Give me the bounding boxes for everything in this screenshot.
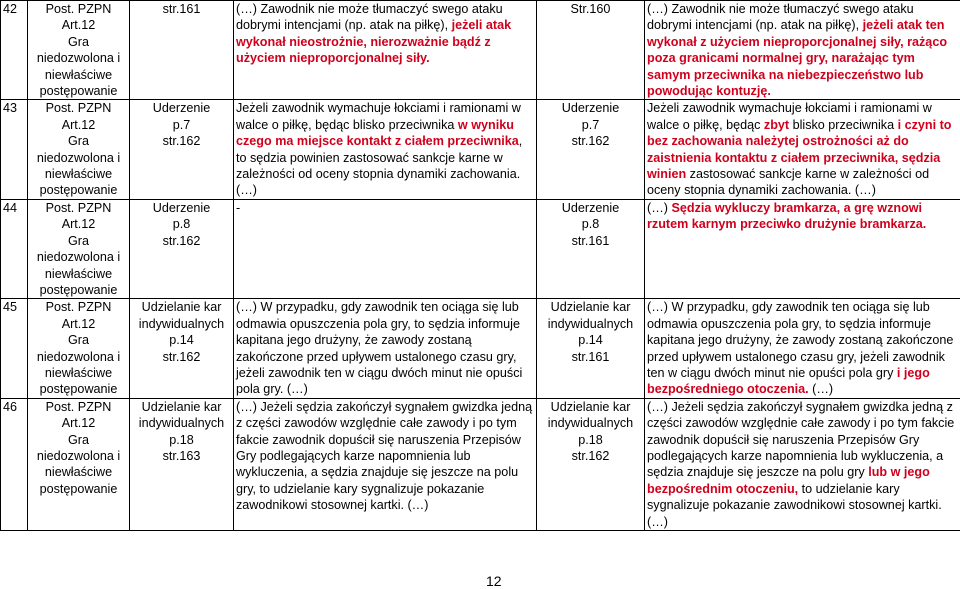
rule-reference-line: Art.12	[61, 416, 96, 431]
new-text-segment: to udzielanie kary sygnalizuje pokazanie zawodnikowi stosownej kartki. (…)	[647, 481, 942, 529]
old-text	[234, 100, 537, 199]
rule-reference-line: Art.12	[61, 217, 96, 232]
new-reference	[537, 100, 645, 199]
row-number-text: 45	[3, 300, 18, 315]
old-text-segment: (…) Zawodnik nie może tłumaczyć swego ataku dobrymi intencjami (np. atak na piłkę),	[236, 2, 503, 33]
new-reference-line: p.7	[581, 117, 600, 132]
rule-reference-line: Gra	[68, 333, 89, 348]
new-reference-line: p.8	[581, 217, 600, 232]
rule-reference-line: niedozwolona i	[36, 349, 121, 364]
old-reference-line: p.18	[169, 432, 194, 447]
row-number-text: 44	[3, 200, 18, 215]
row-number	[1, 100, 28, 199]
rule-reference-line: Post. PZPN	[45, 2, 112, 16]
rule-reference-line: postępowanie	[39, 282, 118, 297]
rule-reference-line: niedozwolona i	[36, 51, 121, 66]
rule-reference-line: niewłaściwe	[44, 465, 113, 480]
old-reference-line: Uderzenie	[152, 200, 211, 215]
new-reference-line: str.162	[571, 134, 610, 149]
old-text-segment: jeżeli atak wykonał nieostrożnie, nierozważnie bądź z użyciem nieproporcjonalnej siły.	[236, 18, 512, 66]
rule-reference-line: niewłaściwe	[44, 167, 113, 182]
old-text-segment: Jeżeli zawodnik wymachuje łokciami i ramionami w walce o piłkę, będąc blisko przeciwnika	[236, 101, 521, 132]
new-text-segment: Sędzia wykluczy bramkarza, a grę wznowi rzutem karnym przeciwko drużynie bramkarza.	[647, 200, 927, 232]
new-reference-line: Uderzenie	[561, 101, 620, 116]
new-text	[645, 199, 960, 298]
rule-reference-line: Post. PZPN	[45, 200, 112, 215]
new-text	[645, 100, 960, 199]
rule-reference-line: niedozwolona i	[36, 150, 121, 165]
old-reference-line: str.162	[162, 233, 201, 248]
new-reference-line: Uderzenie	[561, 200, 620, 215]
rule-reference-line: Gra	[68, 233, 89, 248]
old-text-segment: (…) W przypadku, gdy zawodnik ten ociąga się lub odmawia opuszczenia pola gry, to sędzia informuje kapitana jego drużyny, że zawody zostaną zakończone przed upływem ustalonego czasu gry, jeżeli zawodnik ten w ciągu dwóch minut nie opuści pola gry. (…)	[236, 300, 523, 397]
new-text-segment: i czyni to bez zachowania należytej ostrożności aż do zaistnienia kontaktu z ciałem przeciwnika, sędzia winien	[647, 117, 952, 182]
row-number	[1, 199, 28, 298]
old-text-segment: (…) Jeżeli sędzia zakończył sygnałem gwizdka jedną z części zawodów względnie całe zawody i po tym fakcie zawodnik dopuścił się naruszenia Przepisów Gry podlegających karze napomnienia lub wykluczenia, a sędzia znajduje się jeszcze na polu gry, to udzielanie kary sygnalizuje pokazanie zawodnikowi stosownej kartki. (…)	[236, 399, 533, 513]
table-row	[1, 1, 960, 100]
old-text-segment: w wyniku czego ma miejsce kontakt z ciałem przeciwnika	[236, 117, 519, 149]
old-reference	[130, 398, 234, 530]
table-row	[1, 100, 960, 199]
old-reference-line: str.161	[162, 2, 201, 16]
old-reference	[130, 100, 234, 199]
new-text	[645, 1, 960, 100]
row-number	[1, 299, 28, 398]
rule-reference-line: niedozwolona i	[36, 448, 121, 463]
rule-reference-line: Post. PZPN	[45, 300, 112, 315]
rule-reference	[28, 1, 130, 100]
old-text	[234, 398, 537, 530]
new-text-segment: (…) Jeżeli sędzia zakończył sygnałem gwizdka jedną z części zawodów względnie całe zawody i po tym fakcie zawodnik dopuścił się naruszenia Przepisów Gry podlegających karze napomnienia lub wykluczenia, a sędzia znajduje się jeszcze na polu gry	[647, 399, 955, 480]
new-text-segment: i jego bezpośredniego otoczenia.	[647, 365, 930, 397]
rule-reference-line: Gra	[68, 134, 89, 149]
old-reference-line: Udzielanie kar	[141, 399, 222, 414]
old-text-segment: , to sędzia powinien zastosować sankcje karne w zależności od oceny stopnia dynamiki zachowania. (…)	[236, 134, 523, 198]
old-reference-line: p.8	[172, 217, 191, 232]
new-text-segment: blisko przeciwnika	[789, 117, 898, 132]
new-text-segment: jeżeli atak ten wykonał z użyciem nieproporcjonalnej siły, rażąco poza granicami normalnej gry, narażając tym samym przeciwnika na niebezpieczeństwo lub powodując kontuzję.	[647, 18, 948, 99]
old-reference	[130, 199, 234, 298]
page-number: 12	[486, 573, 502, 589]
new-reference-line: p.18	[578, 432, 603, 447]
row-number	[1, 1, 28, 100]
new-text-segment: (…)	[808, 382, 834, 397]
new-text-segment: (…) W przypadku, gdy zawodnik ten ociąga się lub odmawia opuszczenia pola gry, to sędzia informuje kapitana jego drużyny, że zawody zostaną zakończone przed upływem ustalonego czasu gry, jeżeli zawodnik ten w ciągu dwóch minut nie opuści pola gry	[647, 300, 954, 380]
new-text-segment: lub w jego bezpośrednim otoczeniu,	[647, 465, 930, 496]
new-text-segment: (…) Zawodnik nie może tłumaczyć swego ataku dobrymi intencjami (np. atak na piłkę),	[647, 2, 914, 33]
old-text-segment: -	[236, 200, 241, 215]
row-number-text: 42	[3, 2, 18, 16]
old-text	[234, 299, 537, 398]
new-reference	[537, 398, 645, 530]
new-text-segment: zbyt	[763, 117, 790, 132]
rule-reference	[28, 100, 130, 199]
new-reference-line: Udzielanie kar	[550, 399, 631, 414]
rule-reference-line: Art.12	[61, 18, 96, 33]
new-text	[645, 299, 960, 398]
rule-reference-line: Art.12	[61, 117, 96, 132]
new-reference	[537, 199, 645, 298]
row-number-text: 46	[3, 399, 18, 414]
old-reference-line: indywidualnych	[138, 316, 225, 331]
rule-reference-line: Gra	[68, 34, 89, 49]
new-reference-line: str.161	[571, 349, 610, 364]
new-reference	[537, 1, 645, 100]
rule-reference-line: postępowanie	[39, 183, 118, 198]
new-reference-line: str.161	[571, 233, 610, 248]
old-reference-line: Uderzenie	[152, 101, 211, 116]
row-number	[1, 398, 28, 530]
old-text	[234, 1, 537, 100]
rule-reference-line: postępowanie	[39, 481, 118, 496]
old-reference	[130, 299, 234, 398]
new-reference-line: str.162	[571, 448, 610, 463]
rule-reference-line: postępowanie	[39, 382, 118, 397]
old-reference-line: str.162	[162, 349, 201, 364]
rule-reference-line: niewłaściwe	[44, 266, 113, 281]
rule-reference-line: niewłaściwe	[44, 365, 113, 380]
rule-reference	[28, 199, 130, 298]
new-text	[645, 398, 960, 530]
new-text-segment: (…)	[647, 200, 672, 215]
table-row	[1, 199, 960, 298]
old-reference-line: Udzielanie kar	[141, 300, 222, 315]
rule-reference	[28, 398, 130, 530]
old-reference	[130, 1, 234, 100]
new-reference-line: Str.160	[570, 2, 611, 16]
rule-reference	[28, 299, 130, 398]
rule-reference-line: niedozwolona i	[36, 250, 121, 265]
new-reference-line: Udzielanie kar	[550, 300, 631, 315]
comparison-table-body	[1, 1, 960, 531]
old-reference-line: p.7	[172, 117, 191, 132]
new-reference-line: p.14	[578, 333, 603, 348]
rule-reference-line: postępowanie	[39, 84, 118, 99]
new-reference-line: indywidualnych	[547, 316, 634, 331]
table-row	[1, 299, 960, 398]
table-row	[1, 398, 960, 530]
old-reference-line: str.163	[162, 448, 201, 463]
rule-reference-line: Art.12	[61, 316, 96, 331]
rule-reference-line: Post. PZPN	[45, 399, 112, 414]
old-reference-line: p.14	[169, 333, 194, 348]
rule-reference-line: Gra	[68, 432, 89, 447]
new-reference-line: indywidualnych	[547, 416, 634, 431]
new-text-segment: Jeżeli zawodnik wymachuje łokciami i ramionami w walce o piłkę, będąc	[647, 101, 932, 132]
old-reference-line: indywidualnych	[138, 416, 225, 431]
new-reference	[537, 299, 645, 398]
old-reference-line: str.162	[162, 134, 201, 149]
rule-reference-line: Post. PZPN	[45, 101, 112, 116]
old-text	[234, 199, 537, 298]
rule-reference-line: niewłaściwe	[44, 67, 113, 82]
row-number-text: 43	[3, 101, 18, 116]
new-text-segment: zastosować sankcje karne w zależności od oceny stopnia dynamiki zachowania. (…)	[647, 167, 930, 198]
